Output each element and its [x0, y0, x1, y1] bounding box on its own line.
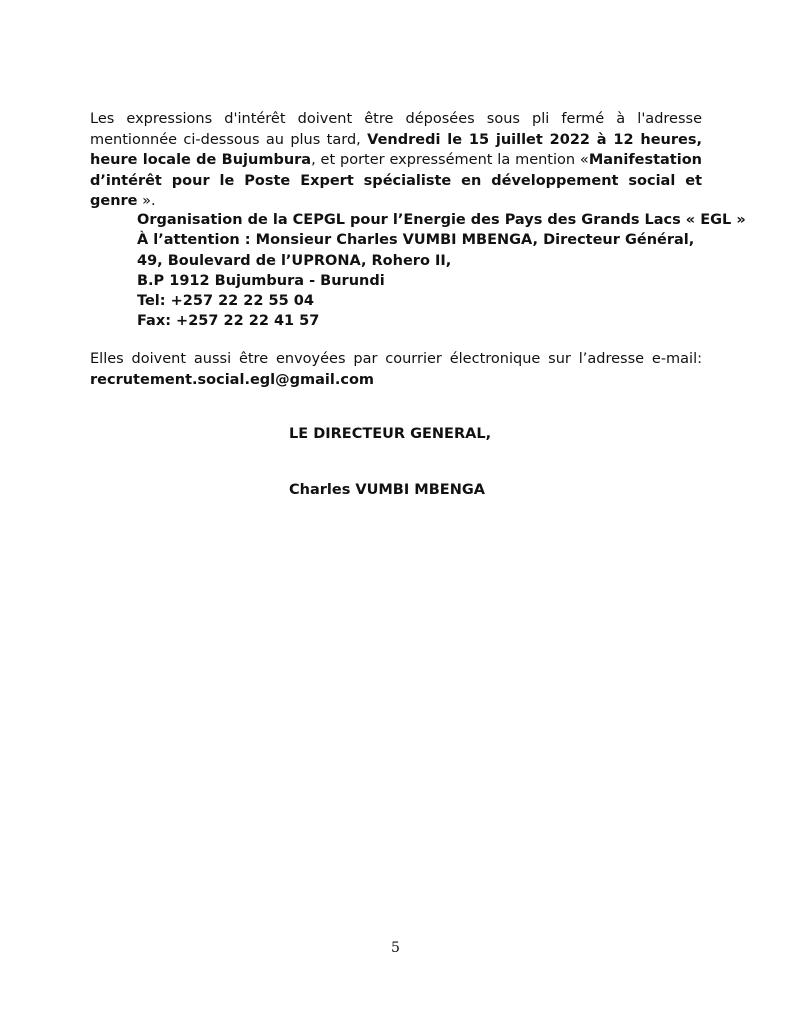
email-address: recrutement.social.egl@gmail.com	[90, 371, 375, 388]
submission-paragraph	[90, 109, 702, 212]
submission-text-3: ».	[137, 193, 156, 209]
submission-text-1: Les expressions d'intérêt doivent être déposées sous pli fermé à l'adresse mentionnée ci-dessous au plus tard,	[90, 111, 702, 148]
page-number: 5	[391, 940, 400, 956]
signature-title: LE DIRECTEUR GENERAL,	[289, 426, 492, 442]
address-street: 49, Boulevard de l’UPRONA, Rohero II,	[137, 252, 452, 269]
signature-name: Charles VUMBI MBENGA	[289, 482, 485, 498]
address-tel: Tel: +257 22 22 55 04	[137, 293, 314, 310]
email-paragraph	[90, 349, 702, 390]
address-fax: Fax: +257 22 22 41 57	[137, 313, 320, 330]
address-block	[137, 210, 746, 332]
address-attention: À l’attention : Monsieur Charles VUMBI MBENGA, Directeur Général,	[137, 232, 695, 249]
submission-text-2: , et porter expressément la mention «	[311, 152, 589, 168]
email-instruction-text: Elles doivent aussi être envoyées par courrier électronique sur l’adresse e-mail:	[90, 351, 702, 367]
address-postbox: B.P 1912 Bujumbura - Burundi	[137, 272, 385, 289]
deadline-text: Vendredi le 15 juillet 2022 à 12 heures, heure locale de Bujumbura	[90, 131, 702, 168]
mention-text: Manifestation d’intérêt pour le Poste Expert spécialiste en développement social et genre	[90, 152, 702, 209]
address-organisation: Organisation de la CEPGL pour l’Energie des Pays des Grands Lacs « EGL »	[137, 212, 746, 228]
